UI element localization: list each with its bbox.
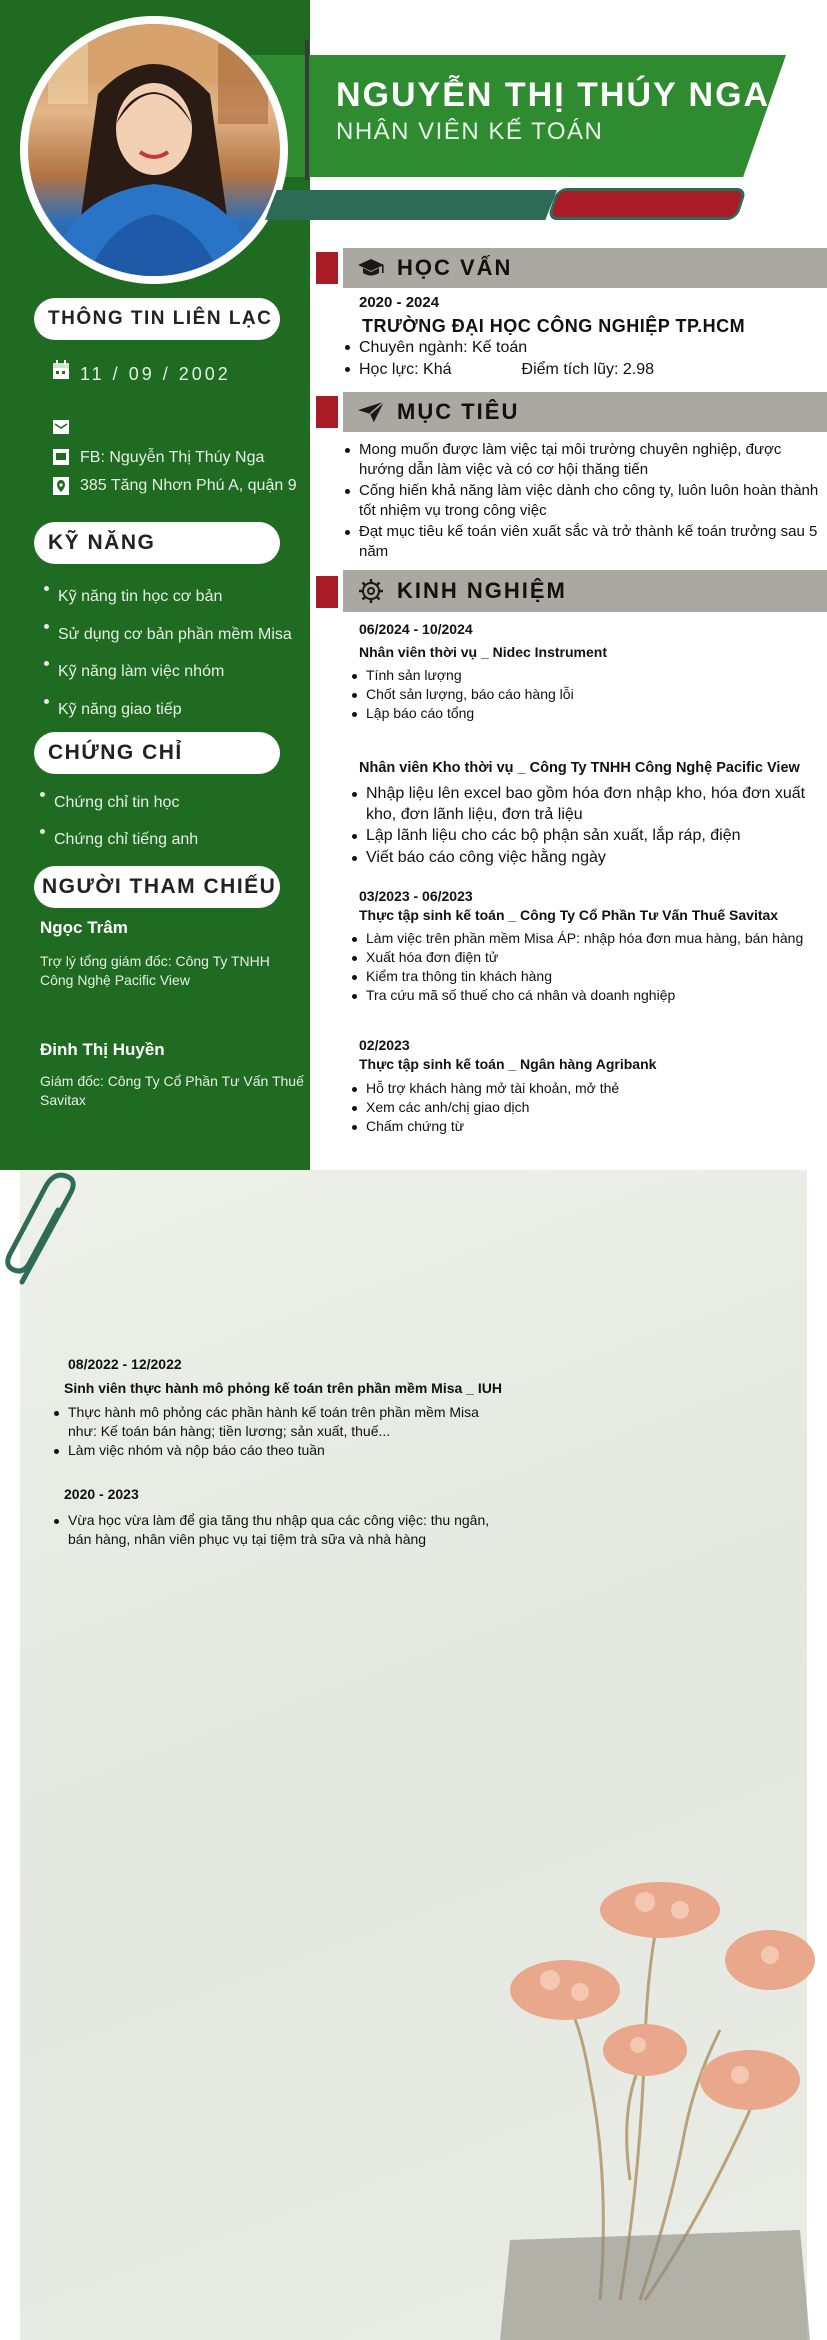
education-details	[343, 337, 813, 381]
facebook-link[interactable]: FB: Nguyễn Thị Thúy Nga	[80, 449, 265, 466]
objective-heading	[343, 392, 827, 432]
paperclip-icon	[0, 1172, 90, 1297]
job-period: 03/2023 - 06/2023	[359, 888, 473, 904]
certificates-list	[38, 784, 298, 858]
decor-bar-red	[547, 188, 747, 220]
section-marker	[316, 576, 338, 608]
job-period: 2020 - 2023	[64, 1486, 139, 1502]
candidate-name: NGUYỄN THỊ THÚY NGA	[336, 76, 771, 114]
gear-icon	[357, 578, 385, 604]
list-item: Chốt sản lượng, báo cáo hàng lỗi	[350, 685, 810, 704]
gpa: Điểm tích lũy: 2.98	[521, 361, 655, 378]
banner-divider	[305, 40, 309, 180]
skills-list	[42, 578, 302, 728]
school-name: TRƯỜNG ĐẠI HỌC CÔNG NGHIỆP TP.HCM	[362, 316, 746, 336]
list-item: Tra cứu mã số thuế cho cá nhân và doanh nghiệp	[350, 986, 810, 1005]
job-duties	[350, 666, 810, 723]
objective-list	[343, 440, 819, 563]
list-item	[343, 359, 813, 380]
education-period: 2020 - 2024	[359, 294, 440, 311]
list-item: Chứng chỉ tiếng anh	[38, 821, 298, 858]
location-icon	[52, 476, 70, 501]
address: 385 Tăng Nhơn Phú A, quận 9	[80, 477, 297, 494]
job-title: Thực tập sinh kế toán _ Ngân hàng Agribank	[359, 1056, 657, 1072]
paper-plane-icon	[357, 400, 385, 424]
list-item: Vừa học vừa làm để gia tăng thu nhập qua các công việc: thu ngân, bán hàng, nhân viên phục vụ tại tiệm trà sữa và nhà hàng	[52, 1511, 492, 1549]
list-item: Nhập liệu lên excel bao gồm hóa đơn nhập kho, hóa đơn xuất kho, đơn lãnh liệu, đơn trả liệu	[350, 784, 810, 825]
list-item: Viết báo cáo công việc hằng ngày	[350, 848, 810, 869]
job-title: Nhân viên thời vụ _ Nidec Instrument	[359, 644, 607, 660]
list-item: Đạt mục tiêu kế toán viên xuất sắc và trở thành kế toán trưởng sau 5 năm	[343, 522, 819, 562]
section-marker	[316, 396, 338, 428]
list-item: Xem các anh/chị giao dịch	[350, 1098, 810, 1117]
name-banner	[250, 55, 786, 177]
job-duties	[52, 1403, 492, 1460]
education-title: HỌC VẤN	[397, 255, 513, 280]
reference-position: Giám đốc: Công Ty Cổ Phần Tư Vấn Thuế Savitax	[40, 1073, 304, 1108]
reference-name: Đinh Thị Huyền	[40, 1040, 165, 1059]
list-item: Thực hành mô phỏng các phần hành kế toán trên phần mềm Misa như: Kế toán bán hàng; tiền lương; sản xuất, thuế...	[52, 1403, 492, 1441]
job-title: Nhân viên Kho thời vụ _ Công Ty TNHH Công Nghệ Pacific View	[359, 760, 800, 776]
mail-icon	[52, 418, 70, 441]
list-item: Mong muốn được làm việc tại môi trường chuyên nghiệp, được hướng dẫn làm việc và có cơ hội thăng tiến	[343, 440, 819, 480]
list-item: Kỹ năng làm việc nhóm	[42, 653, 302, 691]
job-period: 02/2023	[359, 1037, 410, 1053]
reference-name: Ngọc Trâm	[40, 918, 128, 937]
list-item: Chứng chỉ tin học	[38, 784, 298, 821]
list-item: Xuất hóa đơn điện tử	[350, 948, 810, 967]
reference-position: Trợ lý tổng giám đốc: Công Ty TNHH Công Nghệ Pacific View	[40, 953, 270, 988]
experience-heading	[343, 570, 827, 612]
candidate-role: NHÂN VIÊN KẾ TOÁN	[336, 118, 604, 145]
experience-title: KINH NGHIỆM	[397, 578, 567, 603]
objective-title: MỤC TIÊU	[397, 399, 520, 424]
list-item: Kỹ năng giao tiếp	[42, 691, 302, 729]
job-duties	[350, 784, 810, 869]
education-heading	[343, 248, 827, 288]
job-duties	[52, 1511, 492, 1549]
list-item: Cống hiến khả năng làm việc dành cho công ty, luôn luôn hoàn thành tốt nhiệm vụ trong công việc	[343, 481, 819, 521]
date-of-birth: 11 / 09 / 2002	[80, 364, 231, 384]
list-item: Lập báo cáo tổng	[350, 704, 810, 723]
list-item: Hỗ trợ khách hàng mở tài khoản, mở thẻ	[350, 1079, 810, 1098]
job-duties	[350, 1079, 810, 1136]
list-item: Làm việc trên phần mềm Misa ÁP: nhập hóa đơn mua hàng, bán hàng	[350, 929, 810, 948]
calendar-icon	[52, 360, 70, 385]
graduation-cap-icon	[357, 257, 385, 279]
list-item: Kỹ năng tin học cơ bản	[42, 578, 302, 616]
section-marker	[316, 252, 338, 284]
contact-heading: THÔNG TIN LIÊN LẠC	[34, 298, 280, 340]
references-heading: NGƯỜI THAM CHIẾU	[34, 866, 280, 908]
list-item: Tính sản lượng	[350, 666, 810, 685]
job-title: Thực tập sinh kế toán _ Công Ty Cổ Phần Tư Vấn Thuế Savitax	[359, 907, 779, 923]
list-item: Kiểm tra thông tin khách hàng	[350, 967, 810, 986]
rank: Học lực: Khá	[359, 361, 452, 378]
facebook-icon	[52, 448, 70, 471]
pressed-flowers-image	[470, 1880, 827, 2340]
list-item: Sử dụng cơ bản phần mềm Misa	[42, 616, 302, 654]
job-period: 06/2024 - 10/2024	[359, 621, 473, 637]
certificates-heading: CHỨNG CHỈ	[34, 732, 280, 774]
skills-heading: KỸ NĂNG	[34, 522, 280, 564]
list-item: Chấm chứng từ	[350, 1117, 810, 1136]
job-period: 08/2022 - 12/2022	[68, 1356, 182, 1372]
list-item: Làm việc nhóm và nộp báo cáo theo tuần	[52, 1441, 492, 1460]
job-title: Sinh viên thực hành mô phỏng kế toán trên phần mềm Misa _ IUH	[64, 1380, 502, 1396]
decor-bar-teal	[265, 190, 557, 220]
job-duties	[350, 929, 810, 1005]
list-item: Chuyên ngành: Kế toán	[343, 337, 813, 358]
avatar	[28, 24, 280, 276]
list-item: Lập lãnh liệu cho các bộ phận sản xuất, lắp ráp, điện	[350, 826, 810, 847]
